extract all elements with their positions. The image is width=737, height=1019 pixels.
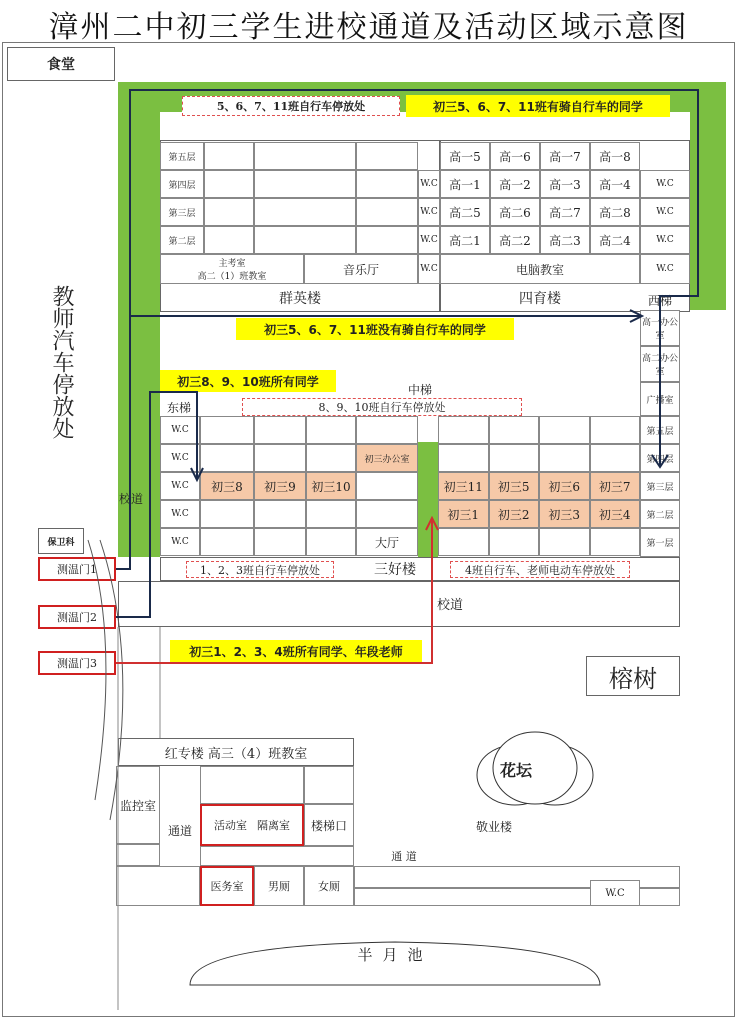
east-column-cell: 第四层 xyxy=(640,444,680,472)
jingye-label: 敬业楼 xyxy=(475,819,512,834)
parking-123: 1、2、3班自行车停放处 xyxy=(186,561,334,578)
stair-entrance: 楼梯口 xyxy=(304,804,354,846)
passage-label: 通 道 xyxy=(391,850,417,863)
half-moon-pond-label: 半月池 xyxy=(357,945,433,964)
east-column-cell: 第二层 xyxy=(640,500,680,528)
siyu-classroom: 高一4 xyxy=(590,170,640,198)
east-column-cell: 高二办公室 xyxy=(640,346,680,382)
sanhao-wc: W.C xyxy=(160,444,200,472)
siyu-classroom: 高一7 xyxy=(540,142,590,170)
sanhao-wc: W.C xyxy=(160,528,200,556)
hongzhuan-name: 红专楼 高三（4）班教室 xyxy=(164,746,308,762)
siyu-classroom: 高一6 xyxy=(490,142,540,170)
label-bike-567-11: 初三5、6、7、11班有骑自行车的同学 xyxy=(406,95,670,117)
route-bike xyxy=(116,90,698,569)
west-stair: 西梯 xyxy=(647,293,672,308)
parking-8910: 8、9、10班自行车停放处 xyxy=(242,398,522,416)
qunying-floor-label: 第四层 xyxy=(160,170,204,198)
east-column-cell: 广播室 xyxy=(640,382,680,416)
music-hall: 音乐厅 xyxy=(304,254,418,284)
class-room: 初三1 xyxy=(438,500,489,528)
route-8910 xyxy=(116,392,197,617)
siyu-classroom: 高二2 xyxy=(490,226,540,254)
qunying-wc: W.C xyxy=(418,254,440,284)
temp-gate-2: 测温门2 xyxy=(38,605,116,629)
siyu-classroom: 高二1 xyxy=(440,226,490,254)
siyu-classroom: 高二3 xyxy=(540,226,590,254)
class-room: 初三8 xyxy=(200,472,254,500)
siyu-name: 四育楼 xyxy=(519,291,561,307)
class-room: 初三3 xyxy=(539,500,590,528)
class-room: 初三9 xyxy=(254,472,306,500)
east-column-cell: 第一层 xyxy=(640,528,680,557)
siyu-classroom: 高二6 xyxy=(490,198,540,226)
class-room: 初三10 xyxy=(306,472,356,500)
class-room: 初三6 xyxy=(539,472,590,500)
middle-stair: 中梯 xyxy=(407,382,432,397)
banyan-tree: 榕树 xyxy=(586,656,680,696)
temp-gate-1: 测温门1 xyxy=(38,557,116,581)
class-room: 初三2 xyxy=(489,500,540,528)
siyu-classroom: 高二5 xyxy=(440,198,490,226)
class-room: 初三5 xyxy=(489,472,540,500)
road-label-left: 校道 xyxy=(118,491,143,506)
sanhao-name: 三好楼 xyxy=(374,562,416,578)
siyu-classroom: 高一5 xyxy=(440,142,490,170)
guard-room: 保卫科 xyxy=(38,528,84,554)
sanhao-wc: W.C xyxy=(160,416,200,444)
siyu-classroom: 高二4 xyxy=(590,226,640,254)
canteen-box: 食堂 xyxy=(7,47,115,81)
siyu-classroom: 高一2 xyxy=(490,170,540,198)
path-curve-1 xyxy=(88,540,106,800)
clinic-room: 医务室 xyxy=(200,866,254,906)
class-room: 初三7 xyxy=(590,472,641,500)
siyu-wc: W.C xyxy=(640,170,690,198)
grade-office: 初三办公室 xyxy=(356,444,418,472)
siyu-wc: W.C xyxy=(640,254,690,284)
qunying-wc: W.C xyxy=(418,226,440,254)
male-wc: 男厕 xyxy=(254,866,304,906)
qunying-exam-room: 主考室 高二（1）班教室 xyxy=(160,254,304,284)
qunying-name: 群英楼 xyxy=(279,291,321,307)
east-stair: 东梯 xyxy=(166,400,191,415)
computer-room: 电脑教室 xyxy=(440,254,640,284)
parking-567-11: 5、6、7、11班自行车停放处 xyxy=(182,96,400,116)
female-wc: 女厕 xyxy=(304,866,354,906)
siyu-classroom: 高一8 xyxy=(590,142,640,170)
page-title: 漳州二中初三学生进校通道及活动区域示意图 xyxy=(48,10,689,45)
passage-wc: W.C xyxy=(590,880,640,906)
east-column-cell: 第五层 xyxy=(640,416,680,444)
label-all-1234: 初三1、2、3、4班所有同学、年段老师 xyxy=(170,640,422,662)
siyu-classroom: 高二8 xyxy=(590,198,640,226)
qunying-floor-label: 第五层 xyxy=(160,142,204,170)
aisle-label: 通道 xyxy=(167,823,192,838)
siyu-classroom: 高一1 xyxy=(440,170,490,198)
label-nobike-567-11: 初三5、6、7、11班没有骑自行车的同学 xyxy=(236,318,514,340)
qunying-floor-label: 第三层 xyxy=(160,198,204,226)
flower-bed-label: 花坛 xyxy=(499,760,532,780)
sanhao-wc: W.C xyxy=(160,500,200,528)
label-all-8910: 初三8、9、10班所有同学 xyxy=(160,370,336,392)
qunying-wc: W.C xyxy=(418,198,440,226)
campus-road-label: 校道 xyxy=(436,597,463,613)
route-1234 xyxy=(116,520,432,663)
qunying-wc: W.C xyxy=(418,170,440,198)
activity-room: 活动室 xyxy=(214,819,247,832)
monitor-room: 监控室 xyxy=(116,766,160,844)
temp-gate-3: 测温门3 xyxy=(38,651,116,675)
parking-4: 4班自行车、老师电动车停放处 xyxy=(450,561,630,578)
sanhao-wc: W.C xyxy=(160,472,200,500)
isolation-room: 隔离室 xyxy=(257,819,290,832)
qunying-floor-label: 第二层 xyxy=(160,226,204,254)
siyu-classroom: 高一3 xyxy=(540,170,590,198)
siyu-classroom: 高二7 xyxy=(540,198,590,226)
teacher-parking-label: 教师汽车停放处 xyxy=(49,285,74,439)
siyu-wc: W.C xyxy=(640,198,690,226)
east-column-cell: 第三层 xyxy=(640,472,680,500)
siyu-wc: W.C xyxy=(640,226,690,254)
main-hall: 大厅 xyxy=(356,528,418,556)
path-curve-2 xyxy=(100,540,123,820)
class-room: 初三11 xyxy=(438,472,489,500)
class-room: 初三4 xyxy=(590,500,641,528)
east-column-cell: 高一办公室 xyxy=(640,310,680,346)
